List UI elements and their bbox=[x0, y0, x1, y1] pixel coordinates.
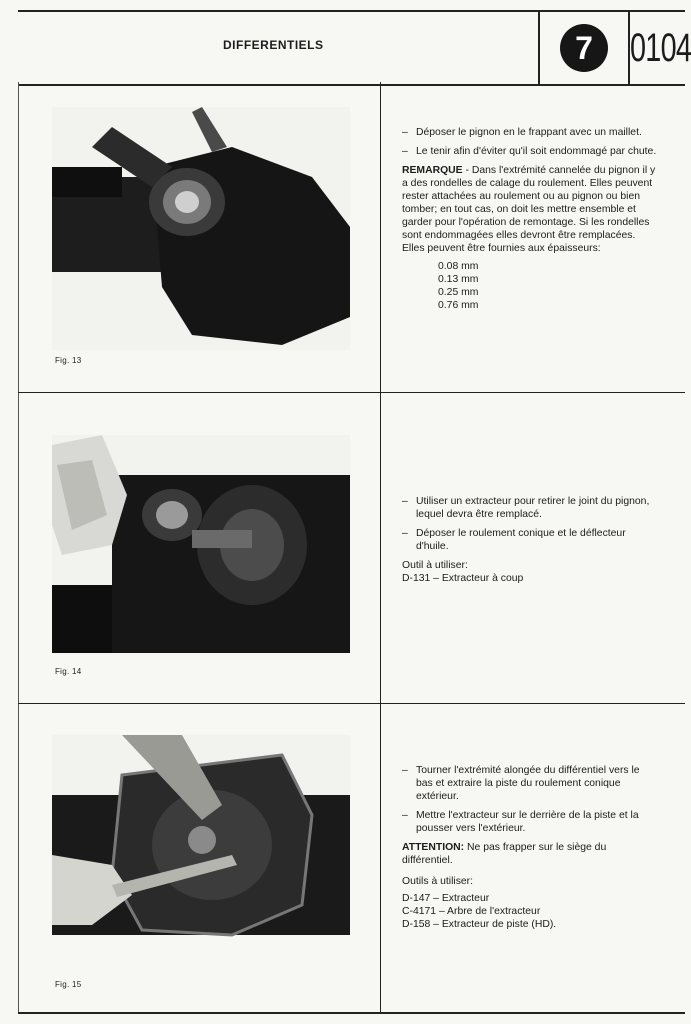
row-divider-1 bbox=[18, 392, 685, 393]
figure-14-caption: Fig. 14 bbox=[55, 667, 82, 676]
attention-paragraph: ATTENTION: Ne pas frapper sur le siège du différentiel. bbox=[402, 842, 607, 866]
shim-sizes-list bbox=[438, 260, 657, 312]
section-2-bullet-2: – Déposer le roulement conique et le déflecteur d'huile. bbox=[402, 528, 626, 552]
section-1-bullet-2: – Le tenir afin d'éviter qu'il soit endommagé par chute. bbox=[402, 146, 657, 157]
row-divider-2 bbox=[18, 703, 685, 704]
column-divider bbox=[380, 82, 381, 1012]
section-3-bullet-1: – Tourner l'extrémité alongée du différentiel vers le bas et extraire la piste du roulement conique extérieur. bbox=[402, 765, 640, 802]
tool-item: C-4171 – Arbre de l'extracteur bbox=[402, 906, 541, 917]
bottom-border bbox=[18, 1012, 685, 1014]
photo-fig-13 bbox=[52, 107, 350, 350]
tool-item: D-131 – Extracteur à coup bbox=[402, 573, 524, 584]
section-1-bullet-1: – Déposer le pignon en le frappant avec un maillet. bbox=[402, 127, 642, 138]
tool-item: D-147 – Extracteur bbox=[402, 893, 490, 904]
tools-label: Outils à utiliser: bbox=[402, 876, 474, 887]
section-title: DIFFERENTIELS bbox=[223, 38, 324, 52]
left-border bbox=[18, 82, 19, 1014]
section-2-text bbox=[402, 495, 657, 585]
section-1-text bbox=[402, 126, 657, 312]
section-3-bullet-2: – Mettre l'extracteur sur le derrière de la piste et la pousser vers l'extérieur. bbox=[402, 810, 639, 834]
shim-size: 0.13 mm bbox=[438, 274, 479, 285]
photo-fig-14 bbox=[52, 435, 350, 653]
section-3-text bbox=[402, 764, 657, 931]
shim-size: 0.08 mm bbox=[438, 261, 479, 272]
page-number: 0104 bbox=[630, 26, 691, 70]
photo-fig-15 bbox=[52, 735, 350, 935]
shim-size: 0.25 mm bbox=[438, 287, 479, 298]
chapter-box bbox=[538, 12, 630, 84]
figure-15-caption: Fig. 15 bbox=[55, 980, 82, 989]
section-3-tools bbox=[402, 875, 657, 931]
section-2-tools bbox=[402, 559, 657, 585]
chapter-number-badge: 7 bbox=[560, 24, 608, 72]
tool-item: D-158 – Extracteur de piste (HD). bbox=[402, 919, 557, 930]
figure-13-caption: Fig. 13 bbox=[55, 356, 82, 365]
remark-paragraph: REMARQUE - Dans l'extrémité cannelée du pignon il y a des rondelles de calage du roulement. Elles peuvent rester attachées au roulement ou au pignon ou bien tomber; en tout cas, on doit les mettre ensemble et garder pour l'opération de remontage. Si les rondelles sont endommagées elles devront être remplacées. Elles peuvent être fournies aux épaisseurs: bbox=[402, 165, 656, 254]
shim-size: 0.76 mm bbox=[438, 300, 479, 311]
page-header bbox=[18, 10, 691, 86]
section-2-bullet-1: – Utiliser un extracteur pour retirer le joint du pignon, lequel devra être remplacé. bbox=[402, 496, 650, 520]
tools-label: Outil à utiliser: bbox=[402, 560, 468, 571]
